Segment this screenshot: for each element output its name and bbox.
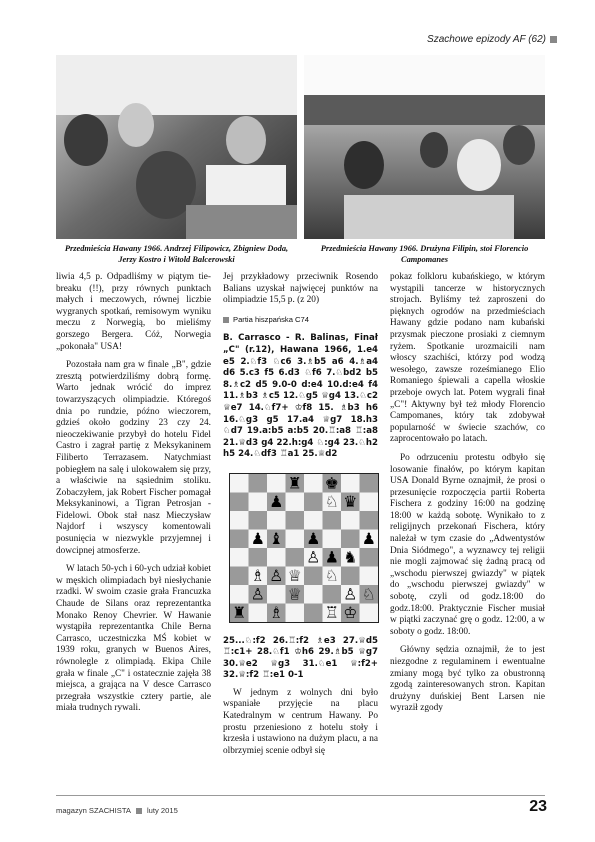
- left-photo-caption: Przedmieścia Hawany 1966. Andrzej Filipowicz, Zbigniew Doda, Jerzy Kostro i Witold Balcerowski: [64, 244, 289, 264]
- game-moves: Finał „C" (r.12), Hawana 1966, 1.e4 e5 2.♘f3 ♘c6 3.♗b5 a6 4.♗a4 d6 5.c3 f5 6.d3 ♘f6 7.♘bd2 b5 8.♗c2 d5 9.0-0 d:e4 10.d:e4 f4 11.♗b3 ♗c5 12.♘g5 ♕g4 13.♘c2 ♕e7 14.♘f7+ ♔f8 15. ♗b3 h6 16.♘g3 g5 17.a4 ♕g7 18.h3 ♘d7 19.a:b5 a:b5 20.♖:a8 ♖:a8 21.♕d3 g4 22.h:g4 ♘:g4 23.♘h2 h5 24.♘df3 ♖a1 25.♕d2: [223, 333, 378, 460]
- board-square: [304, 492, 323, 511]
- header-square-icon: [550, 36, 557, 43]
- board-square: [267, 585, 286, 604]
- chess-piece: ♗: [250, 565, 265, 585]
- game-continuation: 25...♘:f2 26.♖:f2 ♗e3 27.♕d5 ♖:c1+ 28.♘f1 ♔h6 29.♗b5 ♕g7 30.♕e2 ♕g3 31.♘e1 ♕:f2+ 32.♕:f2 ♖:e1 0-1: [223, 635, 378, 681]
- board-square: [230, 585, 249, 604]
- board-square: [249, 548, 268, 567]
- chess-piece: ♗: [269, 602, 284, 622]
- board-square: [230, 548, 249, 567]
- chess-piece: ♟: [269, 491, 284, 511]
- footer: [56, 806, 178, 815]
- board-square: [304, 566, 323, 585]
- chess-piece: ♕: [287, 584, 302, 604]
- paragraph: W latach 50-ych i 60-ych udział kobiet w męskich olimpiadach był niesłychanie rzadki. W swoim czasie grała Francuzka Chaude de Silans oraz reprezentantka Monako Renoy Chevrier. W Hawanie wystąpiła reprezentantka Chile Berna Carrasco, uczestniczka MŚ kobiet w 1939 roku, granych w Buenos Aires, równolegle z olimpiadą. Ekipa Chile grała w finale „C" i ostatecznie zajęła 38 miejsca, a grająca na V desce Carrasco przegrała wszystkie cztery partie, ale miała trudnych rywali.: [56, 564, 211, 714]
- board-square: [286, 603, 305, 622]
- board-square: [360, 548, 379, 567]
- column-3: [390, 272, 545, 722]
- board-square: [249, 474, 268, 493]
- board-square: [360, 474, 379, 493]
- column-1: [56, 272, 211, 722]
- footer-rule: [56, 795, 545, 796]
- board-square: [286, 511, 305, 530]
- board-square: [323, 511, 342, 530]
- board-square: [230, 474, 249, 493]
- board-square: [230, 529, 249, 548]
- board-square: [341, 529, 360, 548]
- chess-piece: ♘: [361, 584, 376, 604]
- game-notation: [223, 333, 378, 461]
- running-header: [427, 34, 557, 45]
- paragraph: Po odrzuceniu protestu odbyło się losowanie finałów, po którym kapitan USA Donald Byrne oznajmił, że prosi o przesunięcie rozpoczęcia partii Roberta Fischera z godziny 16:00 na godzinę 18:00 w każdą sobotę. Wynikało to z religijnych przekonań Fischera, który należał w tym czasie do „Adwentystów Dnia Siódmego", a wyznawcy tej religii nie mogli zajmować się żadną pracą od „wschodu pierwszej gwiazdy" w piątek do „wschodu pierwszej gwiazdy" w sobotę, czyli od godz.18:00 do godz.18:00. Praktycznie Fischer musiał w piątki zaczynać grę o godz. 12:00, a w soboty o godz. 18:00.: [390, 452, 545, 637]
- opening-name: Partia hiszpańska C74: [233, 314, 309, 324]
- chess-piece: ♟: [361, 528, 376, 548]
- chess-piece: ♙: [250, 584, 265, 604]
- board-square: [360, 511, 379, 530]
- chess-piece: ♜: [287, 473, 302, 493]
- chess-diagram: [229, 473, 379, 623]
- board-square: [304, 603, 323, 622]
- board-square: [286, 529, 305, 548]
- board-square: [230, 511, 249, 530]
- chess-piece: ♟: [306, 528, 321, 548]
- running-title: Szachowe epizody AF (62): [427, 34, 546, 45]
- paragraph: liwia 4,5 p. Odpadliśmy w piątym tie-breaku (!!), przy równych punktach małych i meczowych, równej liczbie wygranych spotkań, remisowym wyniku meczu z Norwegią, bo mieliśmy gorszego Bergera. Cóż, Norwegia „pokonała" USA!: [56, 272, 211, 352]
- chess-piece: ♝: [269, 528, 284, 548]
- board-square: [304, 474, 323, 493]
- board-square: [249, 603, 268, 622]
- board-square: [304, 585, 323, 604]
- board-square: [267, 474, 286, 493]
- board-square: [360, 603, 379, 622]
- board-square: [341, 511, 360, 530]
- chess-piece: ♘: [324, 491, 339, 511]
- opening-tag: [223, 314, 378, 326]
- board-square: [341, 474, 360, 493]
- tag-square-icon: [223, 317, 229, 323]
- chess-piece: ♙: [269, 565, 284, 585]
- page-number: 23: [529, 798, 547, 815]
- chess-piece: ♜: [232, 602, 247, 622]
- board-square: [230, 492, 249, 511]
- board-square: [267, 548, 286, 567]
- chess-piece: ♚: [324, 473, 339, 493]
- board-square: [267, 511, 286, 530]
- footer-square-icon: [136, 808, 142, 814]
- chess-piece: ♔: [343, 602, 358, 622]
- chess-piece: ♞: [343, 547, 358, 567]
- board-square: [304, 511, 323, 530]
- chess-piece: ♟: [250, 528, 265, 548]
- photo-havana-polish-team: [56, 55, 297, 239]
- magazine-name: magazyn SZACHISTA: [56, 806, 131, 815]
- game-header: B. Carrasco - R. Balinas,: [223, 333, 349, 344]
- board-square: [249, 492, 268, 511]
- chess-piece: ♙: [306, 547, 321, 567]
- board-square: [286, 492, 305, 511]
- paragraph: W jednym z wolnych dni było wspaniałe przyjęcie na placu Katedralnym w centrum Hawany. Po prostu przeniesiono z hotelu stoły i krzesła i ustawiono na dużym placu, a na olbrzymiej scenie odbył się: [223, 687, 378, 756]
- paragraph: Jej przykładowy przeciwnik Rosendo Balians uzyskał najwięcej punktów na olimpiadzie 15,5 p. (z 20): [223, 272, 378, 306]
- board-square: [323, 529, 342, 548]
- right-photo-caption: Przedmieścia Hawany 1966. Drużyna Filipin, stoi Florencio Campomanes: [320, 244, 529, 264]
- chess-piece: ♖: [324, 602, 339, 622]
- issue-date: luty 2015: [146, 806, 178, 815]
- board-square: [286, 548, 305, 567]
- board-square: [341, 566, 360, 585]
- board-square: [230, 566, 249, 585]
- board-square: [360, 492, 379, 511]
- board-square: [323, 585, 342, 604]
- paragraph: pokaz folkloru kubańskiego, w którym wystąpili tancerze w historycznych strojach. Byliśmy też zaproszeni do pięknych ogrodów na przedmieściach Hawany gdzie podano nam kubański przysmak pieczone prosiaki z ciemnym ryżem. Spotkanie urozmaicili nam włoscy szachiści, którzy pod wodzą wesołego, zawsze roześmianego Elio Romaniego śpiewali a capella włoskie przeboje owych lat. Potem wygrali finał „C"! Aktywny był też młody Florencio Campomanes, który tak zdobywał popularność w świecie szachów, co zaprocentowało po latach.: [390, 272, 545, 445]
- chess-piece: ♙: [343, 584, 358, 604]
- paragraph: Główny sędzia oznajmił, że to jest niezgodne z regulaminem i ewentualne zmiany mogą być tylko za obustronną zgodą zainteresowanych stron. Kapitan drużyny duńskiej Bent Larsen nie wyraził zgody: [390, 645, 545, 714]
- column-2: [223, 272, 378, 764]
- chess-piece: ♕: [287, 565, 302, 585]
- paragraph: Pozostała nam gra w finale „B", gdzie zresztą potwierdziliśmy dobrą formę. Warto jednak wrócić do imprez towarzyszących olimpiadzie. Któregoś dnia po rundzie, późno wieczorem, gdzieś około godziny 23 czy 24. nieoczekiwanie przybył do hotelu Fidel Castro i zagrał partię z Meksykaninem Filiberto Terrazasem. Natychmiast pobiegłem na salę i ulokowałem się przy, a właściwie na sąsiednim stoliku. Zobaczyłem, jak Robert Fischer pomagał Meksykaninowi, a Tigran Petrosjan - Fidelowi. Obok stał nasz Mieczysław Najdorf i wszyscy komentowali posunięcia w niezwykle przyjemnej i dowcipnej atmosferze.: [56, 360, 211, 556]
- photo-havana-philippine-team: [304, 55, 545, 239]
- board-square: [249, 511, 268, 530]
- board-square: [360, 566, 379, 585]
- chess-piece: ♘: [324, 565, 339, 585]
- chess-piece: ♛: [343, 491, 358, 511]
- chess-piece: ♟: [324, 547, 339, 567]
